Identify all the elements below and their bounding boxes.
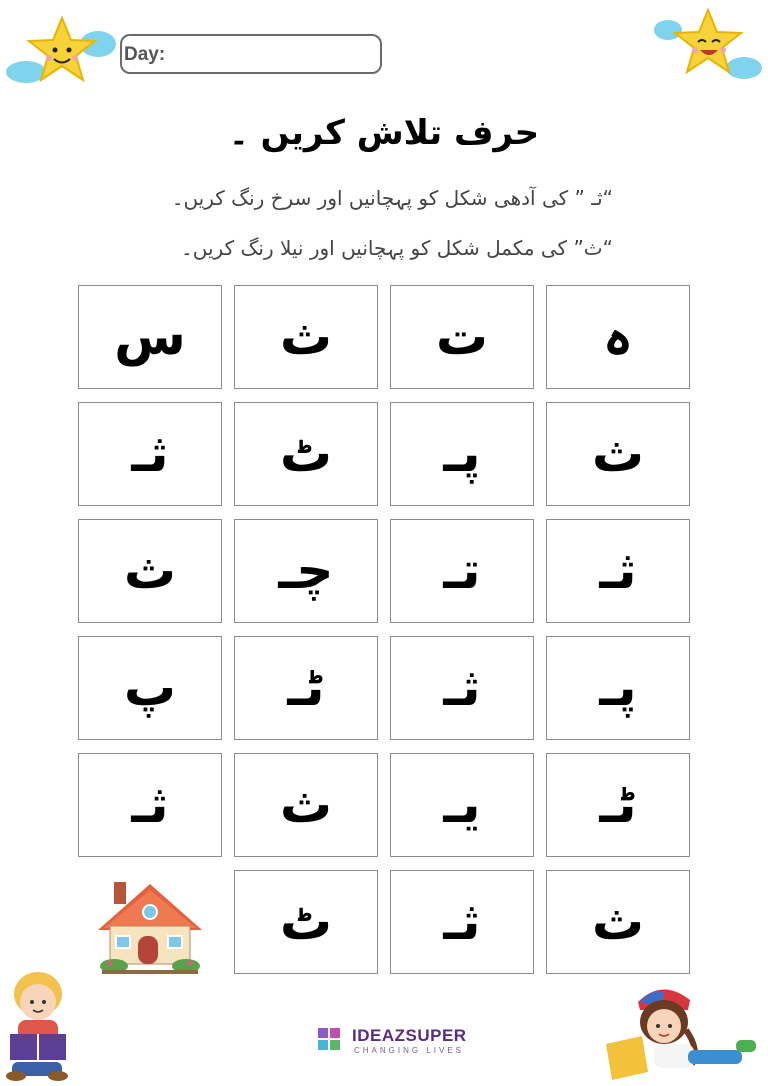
letter-cell[interactable]: ت — [390, 285, 534, 389]
letter-cell[interactable]: ث — [234, 753, 378, 857]
letter-cell[interactable]: ثـ — [390, 636, 534, 740]
letter-cell[interactable]: ث — [234, 285, 378, 389]
letter-cell[interactable]: ث — [546, 870, 690, 974]
letter-cell[interactable]: پـ — [546, 636, 690, 740]
letter-cell[interactable]: ثـ — [546, 519, 690, 623]
letter-cell[interactable]: پ — [78, 636, 222, 740]
letter-cell[interactable]: ٹ — [234, 402, 378, 506]
letter-cell[interactable]: س — [78, 285, 222, 389]
brand-tagline: CHANGING LIVES — [354, 1046, 465, 1055]
letter-cell[interactable]: ہ — [546, 285, 690, 389]
letter-cell[interactable]: ثـ — [78, 402, 222, 506]
letter-cell[interactable]: ٹـ — [546, 753, 690, 857]
star-left-icon — [4, 14, 116, 88]
letter-cell[interactable]: ثـ — [78, 753, 222, 857]
letter-cell[interactable]: پـ — [390, 402, 534, 506]
house-icon — [92, 876, 208, 974]
letter-cell[interactable]: ث — [546, 402, 690, 506]
letter-cell[interactable]: ٹـ — [234, 636, 378, 740]
letter-cell[interactable]: چـ — [234, 519, 378, 623]
letter-cell[interactable]: ثـ — [390, 870, 534, 974]
instruction-line-2: “ث” کی مکمل شکل کو پہچانیں اور نیلا رنگ کریں۔ — [181, 236, 613, 260]
instruction-line-1: “ثـ ” کی آدھی شکل کو پہچانیں اور سرخ رنگ کریں۔ — [171, 186, 613, 210]
letter-cell[interactable]: ٹ — [234, 870, 378, 974]
day-label: Day: — [124, 44, 166, 65]
star-right-icon — [652, 4, 764, 84]
brand-name: IDEAZSUPER — [352, 1026, 467, 1045]
letter-cell[interactable]: یـ — [390, 753, 534, 857]
boy-reading-icon — [2, 968, 82, 1082]
page-title: حرف تلاش کریں ۔ — [228, 113, 540, 153]
girl-reading-icon — [600, 980, 760, 1082]
letter-cell[interactable]: ث — [78, 519, 222, 623]
letter-cell[interactable]: تـ — [390, 519, 534, 623]
